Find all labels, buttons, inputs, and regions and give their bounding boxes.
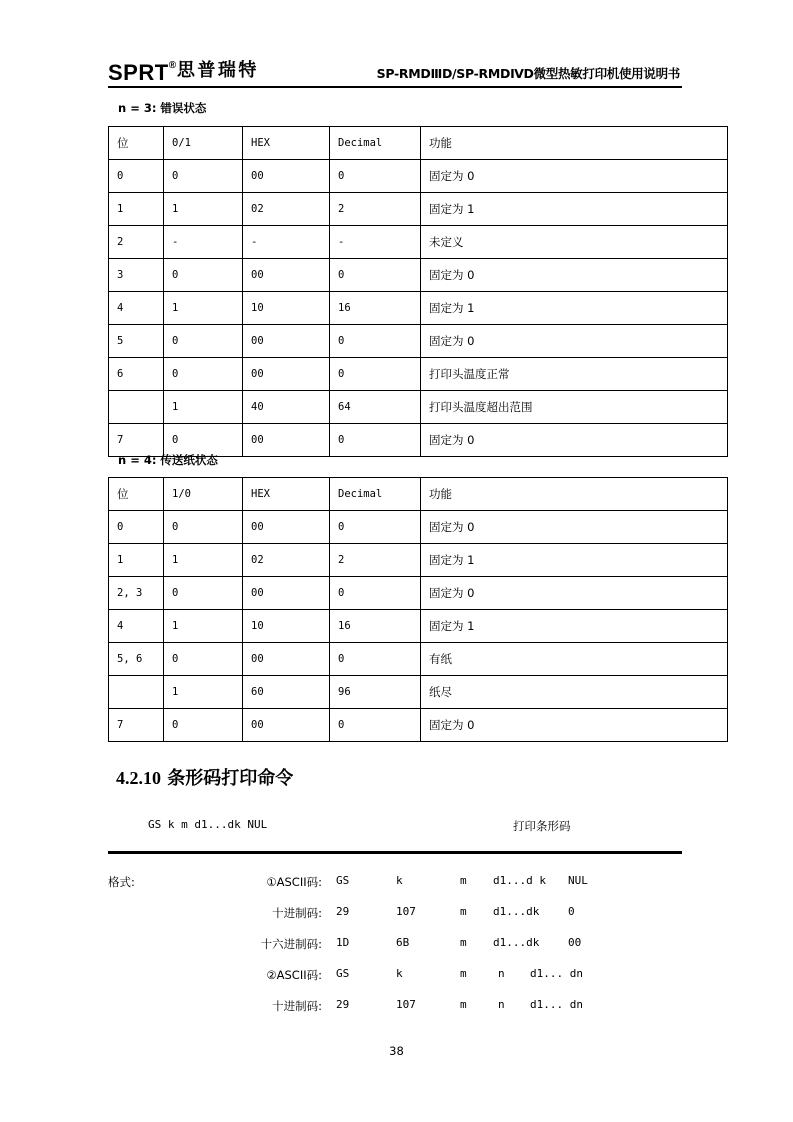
cell-bit: 0 bbox=[109, 511, 164, 544]
cell-value: 0 bbox=[164, 709, 243, 742]
cell-hex: 00 bbox=[243, 577, 330, 610]
format-cell-col4: d1...d k bbox=[493, 874, 546, 887]
cell-bit: 0 bbox=[109, 160, 164, 193]
cell-decimal: 0 bbox=[330, 577, 421, 610]
cell-bit: 7 bbox=[109, 424, 164, 457]
cell-value: 0 bbox=[164, 577, 243, 610]
column-header-bit: 位 bbox=[109, 478, 164, 511]
command-description: 打印条形码 bbox=[513, 819, 571, 833]
format-cell-col3: m bbox=[460, 905, 467, 918]
cell-decimal: 0 bbox=[330, 424, 421, 457]
paper-feed-status-table bbox=[108, 477, 728, 742]
cell-hex: 00 bbox=[243, 424, 330, 457]
format-cell-col1: 1D bbox=[336, 936, 350, 949]
format-row-kind: ①ASCII码: bbox=[266, 875, 322, 889]
cell-hex: 10 bbox=[243, 292, 330, 325]
cell-value: 0 bbox=[164, 160, 243, 193]
document-header bbox=[108, 52, 682, 88]
cell-decimal: 16 bbox=[330, 292, 421, 325]
cell-decimal: 64 bbox=[330, 391, 421, 424]
cell-decimal: 0 bbox=[330, 160, 421, 193]
command-syntax: GS k m d1...dk NUL bbox=[148, 818, 268, 831]
cell-decimal: 0 bbox=[330, 709, 421, 742]
cell-decimal: 0 bbox=[330, 511, 421, 544]
cell-value: 0 bbox=[164, 358, 243, 391]
format-cell-col2: 6B bbox=[396, 936, 410, 949]
cell-function: 有纸 bbox=[421, 643, 728, 676]
format-row-kind: ②ASCII码: bbox=[266, 968, 322, 982]
format-row bbox=[108, 967, 682, 998]
cell-value: 1 bbox=[164, 193, 243, 226]
format-row bbox=[108, 874, 682, 905]
format-cell-col2: k bbox=[396, 874, 403, 887]
cell-hex: 00 bbox=[243, 325, 330, 358]
format-cell-col4: d1...dk bbox=[493, 936, 540, 949]
cell-bit: 1 bbox=[109, 193, 164, 226]
error-status-table bbox=[108, 126, 728, 457]
table-row bbox=[109, 610, 728, 643]
cell-function: 固定为 0 bbox=[421, 424, 728, 457]
column-header-function: 功能 bbox=[421, 127, 728, 160]
table-row bbox=[109, 643, 728, 676]
cell-hex: 10 bbox=[243, 610, 330, 643]
cell-hex: 00 bbox=[243, 259, 330, 292]
cell-hex: 40 bbox=[243, 391, 330, 424]
cell-value: 1 bbox=[164, 610, 243, 643]
column-header-hex: HEX bbox=[243, 478, 330, 511]
cell-decimal: 2 bbox=[330, 544, 421, 577]
section-number: 4.2.10 bbox=[116, 768, 161, 788]
cell-bit: 1 bbox=[109, 544, 164, 577]
cell-function: 打印头温度正常 bbox=[421, 358, 728, 391]
cell-bit: 6 bbox=[109, 358, 164, 391]
brand-latin-text: SPRT bbox=[108, 60, 169, 85]
cell-value: 0 bbox=[164, 424, 243, 457]
format-cell-col5: d1... dn bbox=[530, 967, 583, 980]
section-title: 条形码打印命令 bbox=[167, 768, 294, 789]
cell-function: 固定为 0 bbox=[421, 325, 728, 358]
cell-bit: 7 bbox=[109, 709, 164, 742]
cell-value: 1 bbox=[164, 676, 243, 709]
format-cell-col1: 29 bbox=[336, 905, 350, 918]
cell-bit: 2, 3 bbox=[109, 577, 164, 610]
cell-bit: 5 bbox=[109, 325, 164, 358]
format-cell-col2: 107 bbox=[396, 998, 416, 1011]
cell-bit: 4 bbox=[109, 610, 164, 643]
table-row bbox=[109, 160, 728, 193]
cell-decimal: 0 bbox=[330, 643, 421, 676]
table-row bbox=[109, 193, 728, 226]
format-cell-col4: d1...dk bbox=[493, 905, 540, 918]
registered-trademark-icon: ® bbox=[168, 60, 176, 71]
format-row bbox=[108, 905, 682, 936]
cell-bit: 3 bbox=[109, 259, 164, 292]
cell-hex: 02 bbox=[243, 544, 330, 577]
table-row bbox=[109, 544, 728, 577]
format-cell-col5: 00 bbox=[568, 936, 582, 949]
format-cell-col5: d1... dn bbox=[530, 998, 583, 1011]
column-header-decimal: Decimal bbox=[330, 127, 421, 160]
brand-chinese-text: 思普瑞特 bbox=[176, 60, 259, 81]
section-heading bbox=[116, 764, 293, 790]
format-cell-col2: 107 bbox=[396, 905, 416, 918]
format-row bbox=[108, 936, 682, 967]
column-header-decimal: Decimal bbox=[330, 478, 421, 511]
table-row bbox=[109, 709, 728, 742]
table-row bbox=[109, 226, 728, 259]
table-row bbox=[109, 259, 728, 292]
cell-function: 固定为 1 bbox=[421, 610, 728, 643]
cell-function: 固定为 0 bbox=[421, 709, 728, 742]
command-rule-divider bbox=[108, 851, 682, 854]
cell-value: 1 bbox=[164, 544, 243, 577]
cell-bit: 4 bbox=[109, 292, 164, 325]
format-cell-col2: k bbox=[396, 967, 403, 980]
cell-decimal: 16 bbox=[330, 610, 421, 643]
cell-value: - bbox=[164, 226, 243, 259]
cell-bit bbox=[109, 676, 164, 709]
cell-function: 固定为 0 bbox=[421, 160, 728, 193]
format-cell-col1: 29 bbox=[336, 998, 350, 1011]
cell-hex: 02 bbox=[243, 193, 330, 226]
column-header-bit: 位 bbox=[109, 127, 164, 160]
cell-value: 0 bbox=[164, 511, 243, 544]
format-cell-col3: m bbox=[460, 998, 467, 1011]
cell-function: 固定为 0 bbox=[421, 577, 728, 610]
format-label: 格式: bbox=[108, 875, 135, 889]
table-row bbox=[109, 391, 728, 424]
table-row bbox=[109, 325, 728, 358]
table1-caption: n = 3: 错误状态 bbox=[118, 101, 207, 115]
cell-function: 未定义 bbox=[421, 226, 728, 259]
cell-hex: - bbox=[243, 226, 330, 259]
format-cell-col4: n bbox=[498, 967, 505, 980]
cell-function: 打印头温度超出范围 bbox=[421, 391, 728, 424]
format-cell-col3: m bbox=[460, 967, 467, 980]
cell-bit: 2 bbox=[109, 226, 164, 259]
format-cell-col5: NUL bbox=[568, 874, 588, 887]
cell-function: 固定为 0 bbox=[421, 259, 728, 292]
cell-hex: 00 bbox=[243, 511, 330, 544]
cell-value: 0 bbox=[164, 259, 243, 292]
sprt-logo bbox=[108, 62, 259, 86]
column-header-value: 1/0 bbox=[164, 478, 243, 511]
format-row-kind: 十进制码: bbox=[272, 999, 322, 1013]
format-cell-col5: 0 bbox=[568, 905, 575, 918]
page-number: 38 bbox=[389, 1044, 404, 1058]
cell-function: 纸尽 bbox=[421, 676, 728, 709]
format-cell-col3: m bbox=[460, 936, 467, 949]
cell-bit: 5, 6 bbox=[109, 643, 164, 676]
table-row bbox=[109, 577, 728, 610]
format-row bbox=[108, 998, 682, 1029]
header-manual-title: SP-RMDⅢD/SP-RMDⅣD微型热敏打印机使用说明书 bbox=[376, 66, 680, 81]
cell-hex: 00 bbox=[243, 160, 330, 193]
cell-function: 固定为 1 bbox=[421, 193, 728, 226]
format-row-kind: 十进制码: bbox=[272, 906, 322, 920]
cell-decimal: 0 bbox=[330, 325, 421, 358]
cell-function: 固定为 1 bbox=[421, 292, 728, 325]
cell-decimal: - bbox=[330, 226, 421, 259]
cell-hex: 60 bbox=[243, 676, 330, 709]
format-cell-col3: m bbox=[460, 874, 467, 887]
cell-function: 固定为 1 bbox=[421, 544, 728, 577]
cell-decimal: 0 bbox=[330, 259, 421, 292]
column-header-value: 0/1 bbox=[164, 127, 243, 160]
table-row bbox=[109, 511, 728, 544]
cell-decimal: 0 bbox=[330, 358, 421, 391]
column-header-function: 功能 bbox=[421, 478, 728, 511]
format-cell-col1: GS bbox=[336, 967, 350, 980]
table-row bbox=[109, 292, 728, 325]
cell-hex: 00 bbox=[243, 709, 330, 742]
table-header-row bbox=[109, 127, 728, 160]
table-header-row bbox=[109, 478, 728, 511]
cell-decimal: 96 bbox=[330, 676, 421, 709]
cell-hex: 00 bbox=[243, 643, 330, 676]
table-row bbox=[109, 358, 728, 391]
cell-value: 0 bbox=[164, 643, 243, 676]
format-cell-col1: GS bbox=[336, 874, 350, 887]
cell-value: 1 bbox=[164, 391, 243, 424]
cell-hex: 00 bbox=[243, 358, 330, 391]
cell-value: 1 bbox=[164, 292, 243, 325]
table2-caption: n = 4: 传送纸状态 bbox=[118, 453, 218, 467]
column-header-hex: HEX bbox=[243, 127, 330, 160]
table-row bbox=[109, 676, 728, 709]
format-cell-col4: n bbox=[498, 998, 505, 1011]
cell-bit bbox=[109, 391, 164, 424]
cell-decimal: 2 bbox=[330, 193, 421, 226]
cell-value: 0 bbox=[164, 325, 243, 358]
command-format-block bbox=[108, 874, 682, 1029]
format-row-kind: 十六进制码: bbox=[260, 937, 322, 951]
cell-function: 固定为 0 bbox=[421, 511, 728, 544]
